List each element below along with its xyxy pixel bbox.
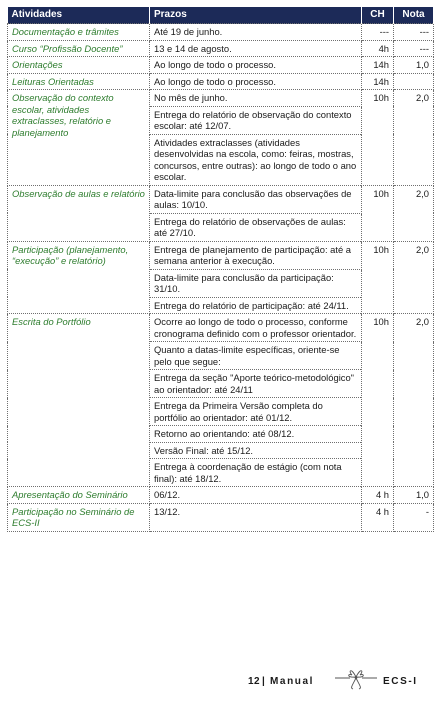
nota-cell: --- <box>394 24 434 41</box>
table-row <box>8 314 434 342</box>
deadline-cell: Entrega do relatório de observações de aulas: até 27/10. <box>150 213 362 241</box>
ch-cell: 14h <box>362 57 394 74</box>
deadline-cell: Ocorre ao longo de todo o processo, conforme cronograma definido com o professor orientador. <box>150 314 362 342</box>
header-nota: Nota <box>394 7 434 24</box>
activity-cell: Participação no Seminário de ECS-II <box>8 503 150 531</box>
nota-cell: 2,0 <box>394 314 434 487</box>
table-row <box>8 487 434 504</box>
nota-cell: 2,0 <box>394 241 434 314</box>
header-activities: Atividades <box>8 7 150 24</box>
footer-separator: | <box>262 676 267 687</box>
nota-cell: 1,0 <box>394 57 434 74</box>
nota-cell: --- <box>394 40 434 57</box>
ch-cell: 14h <box>362 73 394 90</box>
nota-cell: 2,0 <box>394 90 434 186</box>
deadline-cell: Quanto a datas-limite específicas, oriente-se pelo que segue: <box>150 342 362 370</box>
nota-cell: - <box>394 503 434 531</box>
table-row <box>8 90 434 107</box>
page-footer <box>248 676 438 690</box>
table-header-row <box>8 7 434 24</box>
ch-cell: 4h <box>362 40 394 57</box>
deadline-cell: 13 e 14 de agosto. <box>150 40 362 57</box>
table-row <box>8 241 434 269</box>
ch-cell: 4 h <box>362 487 394 504</box>
activity-cell: Escrita do Portfólio <box>8 314 150 487</box>
nota-cell <box>394 73 434 90</box>
deadline-cell: Entrega de planejamento de participação: até a semana anterior à execução. <box>150 241 362 269</box>
schedule-table <box>7 7 434 532</box>
nota-cell: 1,0 <box>394 487 434 504</box>
deadline-cell: Entrega do relatório de observação do contexto escolar: até 12/07. <box>150 106 362 134</box>
ch-cell: 4 h <box>362 503 394 531</box>
footer-manual-label: Manual <box>270 676 315 687</box>
header-ch: CH <box>362 7 394 24</box>
activity-cell: Participação (planejamento, “execução” e relatório) <box>8 241 150 314</box>
table-row <box>8 73 434 90</box>
activity-cell: Observação do contexto escolar, atividades extraclasses, relatório e planejamento <box>8 90 150 186</box>
deadline-cell: Ao longo de todo o processo. <box>150 73 362 90</box>
deadline-cell: Data-limite para conclusão das observações de aulas: 10/10. <box>150 185 362 213</box>
ch-cell: 10h <box>362 185 394 241</box>
deadline-cell: Retorno ao orientando: até 08/12. <box>150 426 362 443</box>
table-row <box>8 40 434 57</box>
ch-cell: 10h <box>362 90 394 186</box>
table-row <box>8 24 434 41</box>
table-body <box>8 24 434 532</box>
table-row <box>8 57 434 74</box>
deadline-cell: Versão Final: até 15/12. <box>150 442 362 459</box>
deadline-cell: Entrega do relatório de participação: até 24/11. <box>150 297 362 314</box>
ch-cell: 10h <box>362 314 394 487</box>
ch-cell: 10h <box>362 241 394 314</box>
activity-cell: Observação de aulas e relatório <box>8 185 150 241</box>
activity-cell: Curso “Profissão Docente” <box>8 40 150 57</box>
deadline-cell: Entrega da seção "Aporte teórico-metodológico" ao orientador: até 24/11 <box>150 370 362 398</box>
table-row <box>8 185 434 213</box>
deadline-cell: 13/12. <box>150 503 362 531</box>
ch-cell: --- <box>362 24 394 41</box>
footer-course-label: ECS-I <box>383 676 418 687</box>
deadline-cell: Ao longo de todo o processo. <box>150 57 362 74</box>
activity-cell: Documentação e trâmites <box>8 24 150 41</box>
deadline-cell: Data-limite para conclusão da participação: 31/10. <box>150 269 362 297</box>
activity-cell: Apresentação do Seminário <box>8 487 150 504</box>
activity-cell: Leituras Orientadas <box>8 73 150 90</box>
deadline-cell: Até 19 de junho. <box>150 24 362 41</box>
deadline-cell: 06/12. <box>150 487 362 504</box>
nota-cell: 2,0 <box>394 185 434 241</box>
header-deadlines: Prazos <box>150 7 362 24</box>
table-row <box>8 503 434 531</box>
activity-cell: Orientações <box>8 57 150 74</box>
deadline-cell: Entrega à coordenação de estágio (com nota final): até 18/12. <box>150 459 362 487</box>
deadline-cell: Entrega da Primeira Versão completa do portfólio ao orientador: até 01/12. <box>150 398 362 426</box>
deadline-cell: No mês de junho. <box>150 90 362 107</box>
deadline-cell: Atividades extraclasses (atividades desenvolvidas na escola, como: feiras, mostras, concursos, entre outras): ao longo de todo o ano escolar. <box>150 134 362 185</box>
ornament-icon <box>335 664 377 690</box>
page-number: 12 <box>248 676 261 687</box>
